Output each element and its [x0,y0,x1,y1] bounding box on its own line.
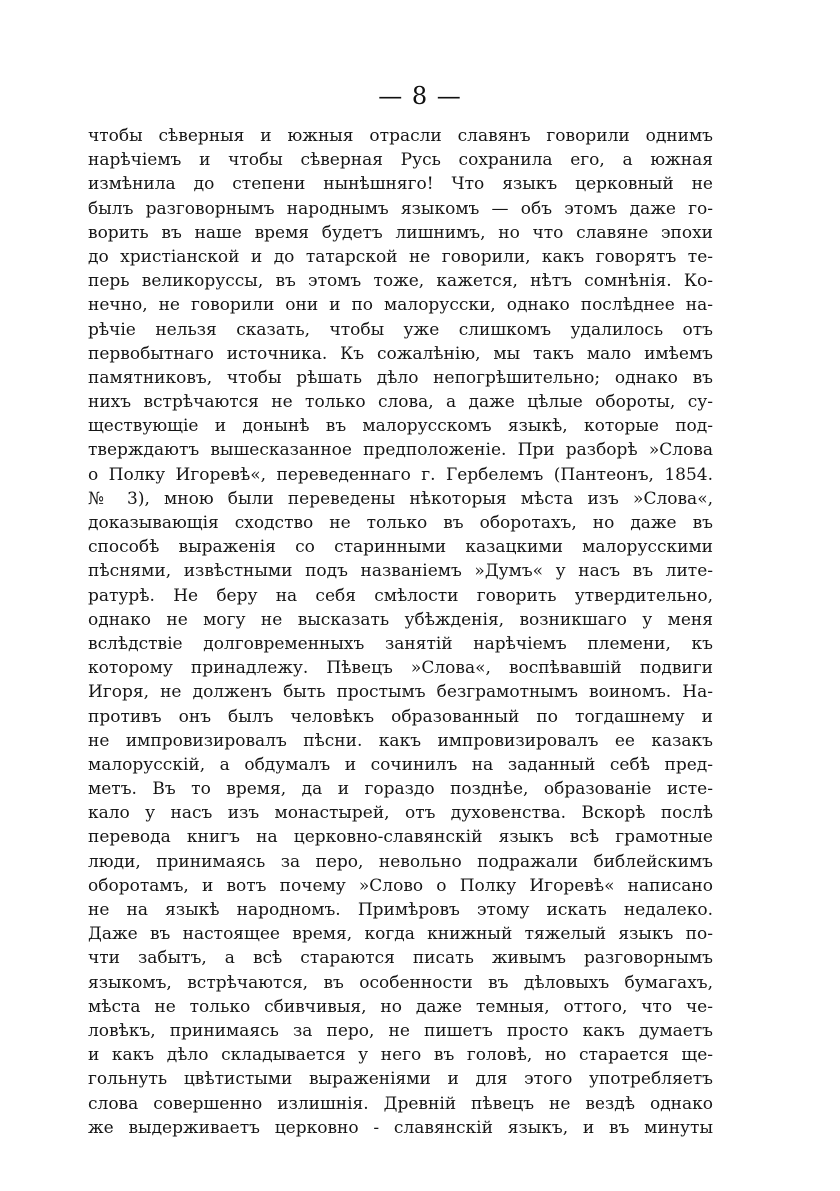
text-line: противъ онъ былъ человѣкъ образованный по тогдашнему и [88,706,713,727]
text-line: вслѣдствіе долговременныхъ занятій нарѣчіемъ племени, къ [88,633,713,654]
text-line: слова совершенно излишнія. Древній пѣвецъ не вездѣ однако [88,1093,713,1114]
text-line: до христіанской и до татарской не говорили, какъ говорятъ те- [88,246,713,267]
text-line: № 3), мною были переведены нѣкоторыя мѣста изъ »Слова«, [88,488,713,509]
text-line: не импровизировалъ пѣсни. какъ импровизировалъ ее казакъ [88,730,713,751]
text-line: и какъ дѣло складывается у него въ головѣ, но старается ще- [88,1045,713,1066]
text-line: первобытнаго источника. Къ сожалѣнію, мы такъ мало имѣемъ [88,343,713,364]
text-line: перь великоруссы, въ этомъ тоже, кажется, нѣтъ сомнѣнія. Ко- [88,271,713,292]
text-line: перевода книгъ на церковно-славянскій языкъ всѣ грамотные [88,827,713,848]
text-line: же выдерживаетъ церковно - славянскій языкъ, и въ минуты [88,1117,713,1138]
text-line: пѣснями, извѣстными подъ названіемъ »Думъ« у насъ въ лите- [88,561,713,582]
text-line: способѣ выраженія со старинными казацкими малорусскими [88,537,713,558]
text-line: нечно, не говорили они и по малорусски, однако послѣднее на- [88,295,713,316]
text-line: нихъ встрѣчаются не только слова, а даже цѣлые обороты, су- [88,392,713,413]
text-line: измѣнила до степени нынѣшняго! Что языкъ церковный не [88,174,713,195]
text-line: не на языкѣ народномъ. Примѣровъ этому искать недалеко. [88,900,713,920]
text-line: языкомъ, встрѣчаются, въ особенности въ дѣловыхъ бумагахъ, [88,972,713,993]
text-line: ловѣкъ, принимаясь за перо, не пишетъ просто какъ думаетъ [88,1020,713,1041]
text-line: чтобы сѣверныя и южныя отрасли славянъ говорили однимъ [88,126,713,146]
page-number: — 8 — [378,82,462,110]
text-line: люди, принимаясь за перо, невольно подражали библейскимъ [88,851,713,872]
body-text [88,124,713,1140]
text-line: чти забытъ, а всѣ стараются писать живымъ разговорнымъ [88,948,713,969]
text-line: мѣста не только сбивчивыя, но даже темныя, оттого, что че- [88,996,713,1017]
text-line: Игоря, не долженъ быть простымъ безграмотнымъ воиномъ. На- [88,682,713,703]
text-line: гольнуть цвѣтистыми выраженіями и для этого употребляетъ [88,1069,713,1090]
text-line: ществующіе и донынѣ въ малорусскомъ языкѣ, которые под- [88,416,713,437]
text-line: памятниковъ, чтобы рѣшать дѣло непогрѣшительно; однако въ [88,367,713,388]
text-line: тверждаютъ вышесказанное предположеніе. При разборѣ »Слова [88,440,713,461]
text-line: былъ разговорнымъ народнымъ языкомъ — объ этомъ даже го- [88,198,713,219]
text-line: о Полку Игоревѣ«, переведеннаго г. Гербелемъ (Пантеонъ, 1854. [88,464,713,485]
text-line: малорусскій, а обдумалъ и сочинилъ на заданный себѣ пред- [88,754,713,775]
text-line: нарѣчіемъ и чтобы сѣверная Русь сохранила его, а южная [88,150,713,171]
text-line: ратурѣ. Не беру на себя смѣлости говорить утвердительно, [88,585,713,606]
text-line: ворить въ наше время будетъ лишнимъ, но что славяне эпохи [88,222,713,243]
text-line: рѣчіе нельзя сказать, чтобы уже слишкомъ удалилось отъ [88,319,713,340]
text-line: Даже въ настоящее время, когда книжный тяжелый языкъ по- [88,924,713,945]
text-line: кало у насъ изъ монастырей, отъ духовенства. Вскорѣ послѣ [88,803,713,824]
text-line: доказывающія сходство не только въ оборотахъ, но даже въ [88,513,713,533]
text-line: метъ. Въ то время, да и гораздо позднѣе, образованіе исте- [88,779,713,800]
text-line: которому принадлежу. Пѣвецъ »Слова«, воспѣвавшій подвиги [88,658,713,679]
text-line: оборотамъ, и вотъ почему »Слово о Полку Игоревѣ« написано [88,875,713,896]
text-line: однако не могу не высказать убѣжденія, возникшаго у меня [88,609,713,630]
